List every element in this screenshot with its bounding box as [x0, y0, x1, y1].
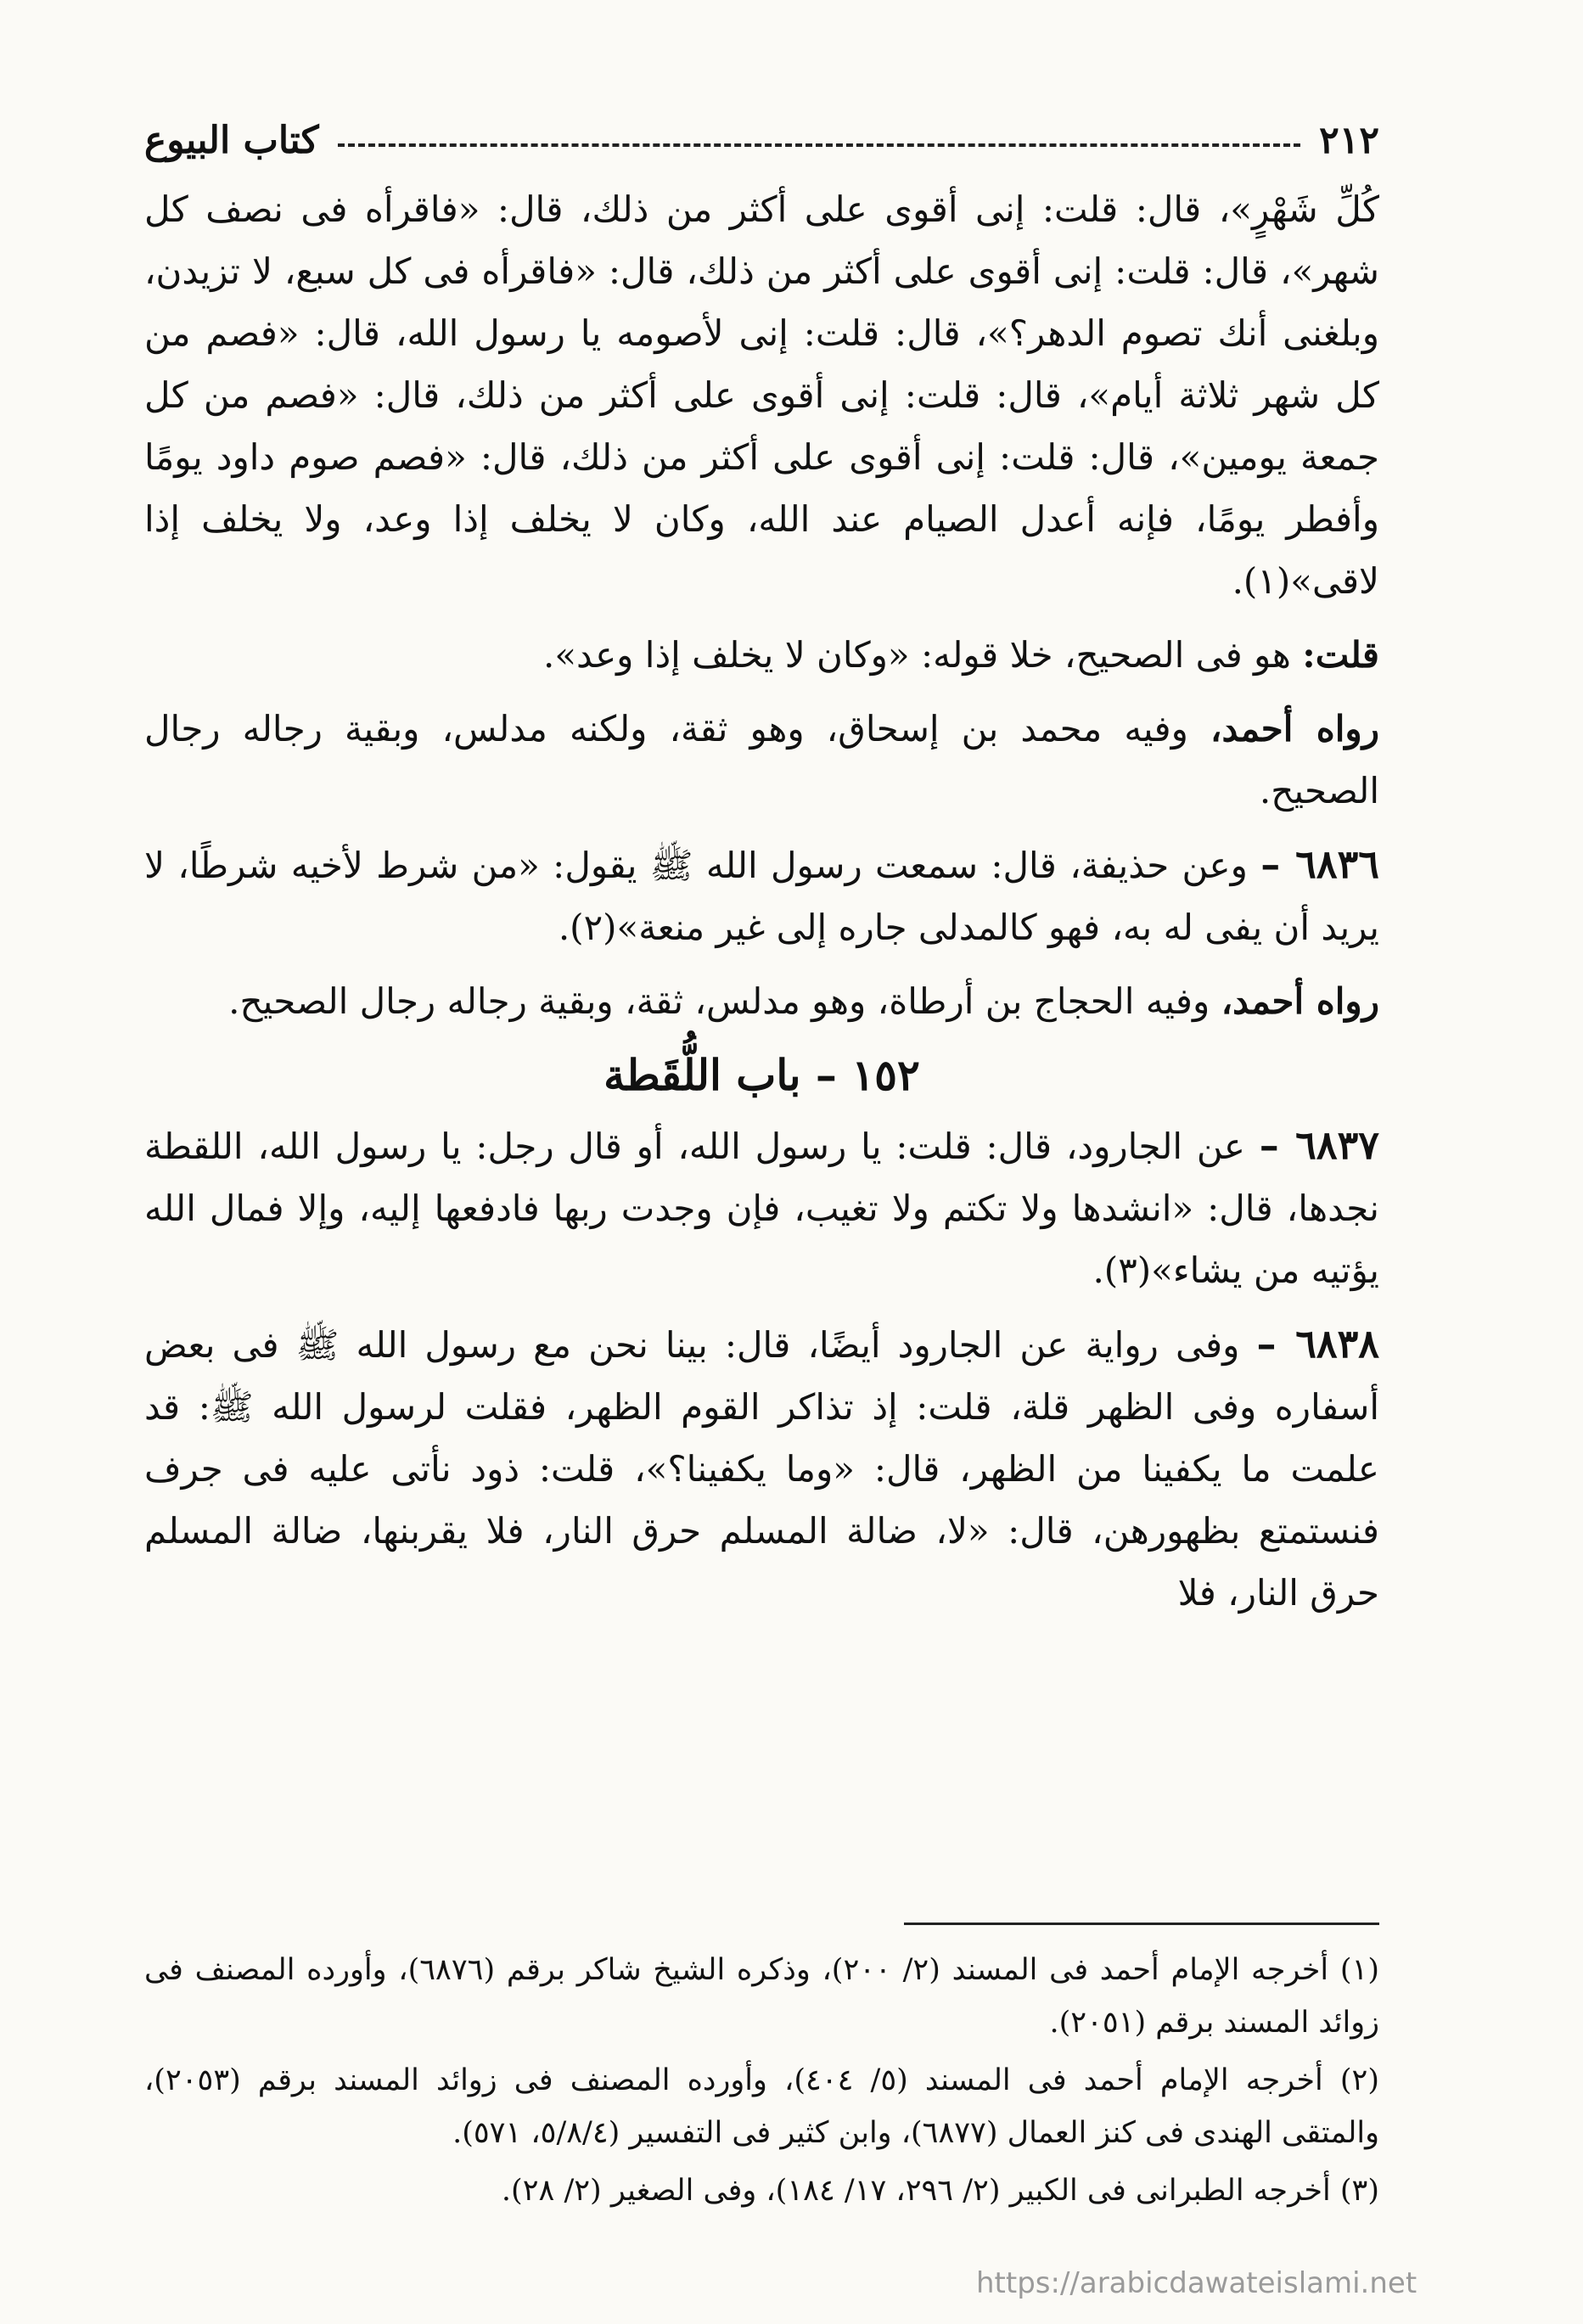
narration-text-1: وفيه محمد بن إسحاق، وهو ثقة، ولكنه مدلس، وبقية رجاله رجال الصحيح. — [144, 708, 1379, 811]
hadith-number: ٦٨٣٨ – — [1256, 1321, 1380, 1367]
narration-note-1 — [144, 698, 1379, 822]
hadith-text: وفى رواية عن الجارود أيضًا، قال: بينا نحن مع رسول الله ﷺ فى بعض أسفاره وفى الظهر قلة، قلت: إذ تذاكر القوم الظهر، فقلت لرسول الله ﷺ: قد علمت ما يكفينا من الظهر، قال: «وما يكفينا؟»، قلت: ذود نأتى عليه فى جرف فنستمتع بظهورهن، قال: «لا، ضالة المسلم حرق النار، فلا يقربنها، ضالة المسلم حرق النار، فلا — [144, 1324, 1379, 1614]
book-title: كتاب البيوع — [144, 118, 319, 162]
narration-note-2 — [144, 970, 1379, 1032]
narration-label-2: رواه أحمد، — [1221, 980, 1379, 1022]
hadith-number: ٦٨٣٦ – — [1260, 841, 1379, 887]
qult-comment — [144, 624, 1379, 686]
watermark-url: https://arabicdawateislami.net — [976, 2266, 1417, 2300]
hadith-number: ٦٨٣٧ – — [1259, 1122, 1379, 1168]
narration-text-2: وفيه الحجاج بن أرطاة، وهو مدلس، ثقة، وبقية رجاله رجال الصحيح. — [228, 980, 1210, 1022]
running-header — [144, 110, 1379, 170]
hadith-continuation: كُلِّ شَهْرٍ»، قال: قلت: إنى أقوى على أكثر من ذلك، قال: «فاقرأه فى نصف كل شهر»، قال: قلت: إنى أقوى على أكثر من ذلك، قال: «فاقرأه فى كل سبع، لا تزيدن، وبلغنى أنك تصوم الدهر؟»، قال: قلت: إنى لأصومه يا رسول الله، قال: «فصم من كل شهر ثلاثة أيام»، قال: قلت: إنى أقوى على أكثر من ذلك، قال: «فصم من كل جمعة يومين»، قال: قلت: إنى أقوى على أكثر من ذلك، قال: «فصم صوم داود يومًا وأفطر يومًا، فإنه أعدل الصيام عند الله، وكان لا يخلف إذا وعد، ولا يخلف إذا لاقى»(١). — [144, 188, 1379, 602]
footnote-separator — [904, 1923, 1379, 1925]
qult-label: قلت: — [1302, 634, 1379, 676]
hadith-6837 — [144, 1114, 1379, 1301]
page-number: ٢١٢ — [1319, 118, 1379, 162]
section-heading: ١٥٢ – باب اللُّقَطة — [603, 1050, 920, 1100]
qult-text: هو فى الصحيح، خلا قوله: «وكان لا يخلف إذا وعد». — [542, 634, 1291, 676]
hadith-text: عن الجارود، قال: قلت: يا رسول الله، أو قال رجل: يا رسول الله، اللقطة نجدها، قال: «انشدها ولا تكتم ولا تغيب، فإن وجدت ربها فادفعها إليه، وإلا فمال الله يؤتيه من يشاء»(٣). — [144, 1126, 1379, 1291]
main-text — [144, 178, 1379, 1636]
header-divider — [338, 143, 1301, 147]
hadith-text: وعن حذيفة، قال: سمعت رسول الله ﷺ يقول: «من شرط لأخيه شرطًا، لا يريد أن يفى له به، فهو كالمدلى جاره إلى غير منعة»(٢). — [144, 845, 1379, 948]
narration-label-1: رواه أحمد، — [1210, 708, 1379, 749]
hadith-6838 — [144, 1313, 1379, 1624]
footnote-3: (٣) أخرجه الطبرانى فى الكبير (٢/ ٢٩٦، ١٧/ ١٨٤)، وفى الصغير (٢/ ٢٨). — [501, 2174, 1379, 2208]
footnotes — [144, 1944, 1379, 2222]
hadith-6836 — [144, 834, 1379, 958]
footnote-2: (٢) أخرجه الإمام أحمد فى المسند (٥/ ٤٠٤)، وأورده المصنف فى زوائد المسند برقم (٢٠٥٣)، والمتقى الهندى فى كنز العمال (٦٨٧٧)، وابن كثير فى التفسير (٥/٨/٤، ٥٧١). — [144, 2063, 1379, 2150]
footnote-1: (١) أخرجه الإمام أحمد فى المسند (٢/ ٢٠٠)، وذكره الشيخ شاكر برقم (٦٨٧٦)، وأورده المصنف فى زوائد المسند برقم (٢٠٥١). — [144, 1953, 1379, 2040]
